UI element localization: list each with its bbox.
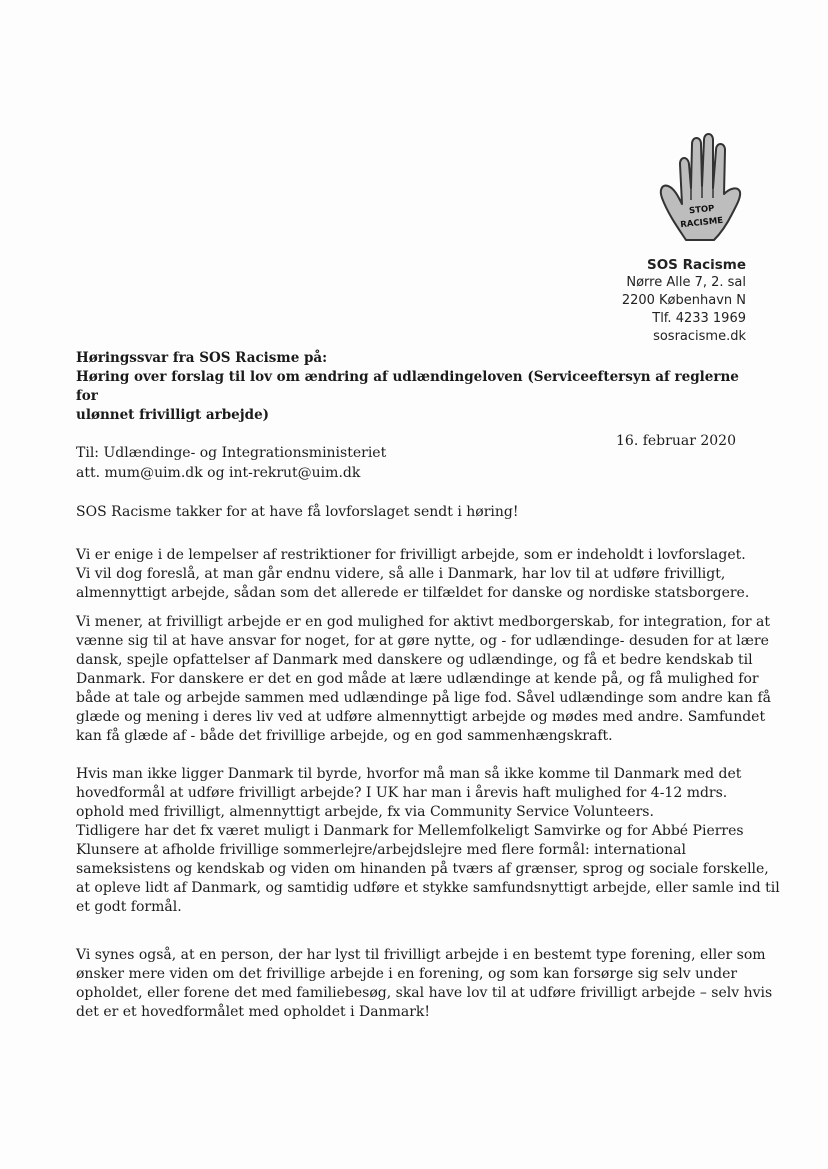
text-line: Hvis man ikke ligger Danmark til byrde, hvorfor må man så ikke komme til Danmark med det [76, 766, 742, 782]
recipient-att: att. mum@uim.dk og int-rekrut@uim.dk [76, 465, 361, 481]
org-address-line2: 2200 København N [621, 293, 746, 308]
org-address-line1: Nørre Alle 7, 2. sal [626, 275, 746, 290]
org-website: sosracisme.dk [653, 329, 746, 344]
text-line: Danmark. For danskere er det en god måde at lære udlændinge at kende på, og få mulighed for [76, 671, 759, 687]
text-line: ønsker mere viden om det frivillige arbejde i en forening, og som kan forsørge sig selv under [76, 966, 738, 982]
text-line: SOS Racisme takker for at have få lovforslaget sendt i høring! [76, 504, 519, 520]
text-line: hovedformål at udføre frivilligt arbejde? I UK har man i årevis haft mulighed for 4-12 mdrs. [76, 785, 728, 801]
recipient-block [76, 443, 386, 483]
recipient-to: Til: Udlændinge- og Integrationsministeriet [76, 445, 387, 461]
text-line: opholdet, eller forene det med familiebesøg, skal have lov til at udføre frivilligt arbejde – selv hvis [76, 985, 773, 1001]
text-line: almennyttigt arbejde, sådan som det allerede er tilfældet for danske og nordiske statsborgere. [76, 585, 750, 601]
text-line: ophold med frivilligt, almennyttigt arbejde, fx via Community Service Volunteers. [76, 804, 654, 820]
text-line: det er et hovedformålet med opholdet i Danmark! [76, 1004, 431, 1020]
text-line: at opleve lidt af Danmark, og samtidig udføre et stykke samfundsnyttigt arbejde, eller samle ind til [76, 880, 780, 896]
text-line: glæde og mening i deres liv ved at udføre almennyttigt arbejde og mødes med andre. Samfundet [76, 709, 766, 725]
text-line: Vi vil dog foreslå, at man går endnu videre, så alle i Danmark, har lov til at udføre frivilligt, [76, 566, 726, 582]
paragraph-4 [76, 765, 780, 917]
paragraph-5 [76, 946, 773, 1022]
heading-line1: Høringssvar fra SOS Racisme på: [76, 350, 328, 366]
text-line: dansk, spejle opfattelser af Danmark med danskere og udlændinge, og få et bedre kendskab til [76, 652, 753, 668]
org-address-block [622, 256, 746, 346]
text-line: kan få glæde af - både det frivillige arbejde, og en god sammenhængskraft. [76, 728, 613, 744]
paragraph-2 [76, 546, 756, 603]
org-phone: Tlf. 4233 1969 [652, 311, 746, 326]
stop-racisme-hand-logo [656, 128, 746, 246]
text-line: Tidligere har det fx været muligt i Danmark for Mellemfolkeligt Samvirke og for Abbé Pierres [76, 823, 744, 839]
logo-racisme-text: RACISME [679, 215, 724, 231]
paragraph-1 [76, 503, 756, 522]
heading-line2: Høring over forslag til lov om ændring af udlændingeloven (Serviceeftersyn af reglerne for [76, 369, 739, 404]
letter-date: 16. februar 2020 [616, 433, 736, 449]
text-line: Vi er enige i de lempelser af restriktioner for frivilligt arbejde, som er indeholdt i lovforslaget. [76, 547, 746, 563]
text-line: Vi mener, at frivilligt arbejde er en god mulighed for aktivt medborgerskab, for integration, for at [76, 614, 770, 630]
logo-stop-text: STOP [688, 203, 715, 217]
paragraph-3 [76, 613, 772, 746]
text-line: Klunsere at afholde frivillige sommerlejre/arbejdslejre med flere formål: international [76, 842, 686, 858]
text-line: et godt formål. [76, 899, 182, 915]
heading-line3: ulønnet frivilligt arbejde) [76, 407, 270, 423]
text-line: både at tale og arbejde sammen med udlændinge på lige fod. Såvel udlændinge som andre kan få [76, 690, 772, 706]
letter-heading [76, 349, 756, 425]
org-name: SOS Racisme [646, 257, 746, 273]
text-line: sameksistens og kendskab og viden om hinanden på tværs af grænser, sprog og sociale forskelle, [76, 861, 769, 877]
text-line: vænne sig til at have ansvar for noget, for at gøre nytte, og - for udlændinge- desuden for at lære [76, 633, 769, 649]
text-line: Vi synes også, at en person, der har lyst til frivilligt arbejde i en bestemt type forening, eller som [76, 947, 766, 963]
